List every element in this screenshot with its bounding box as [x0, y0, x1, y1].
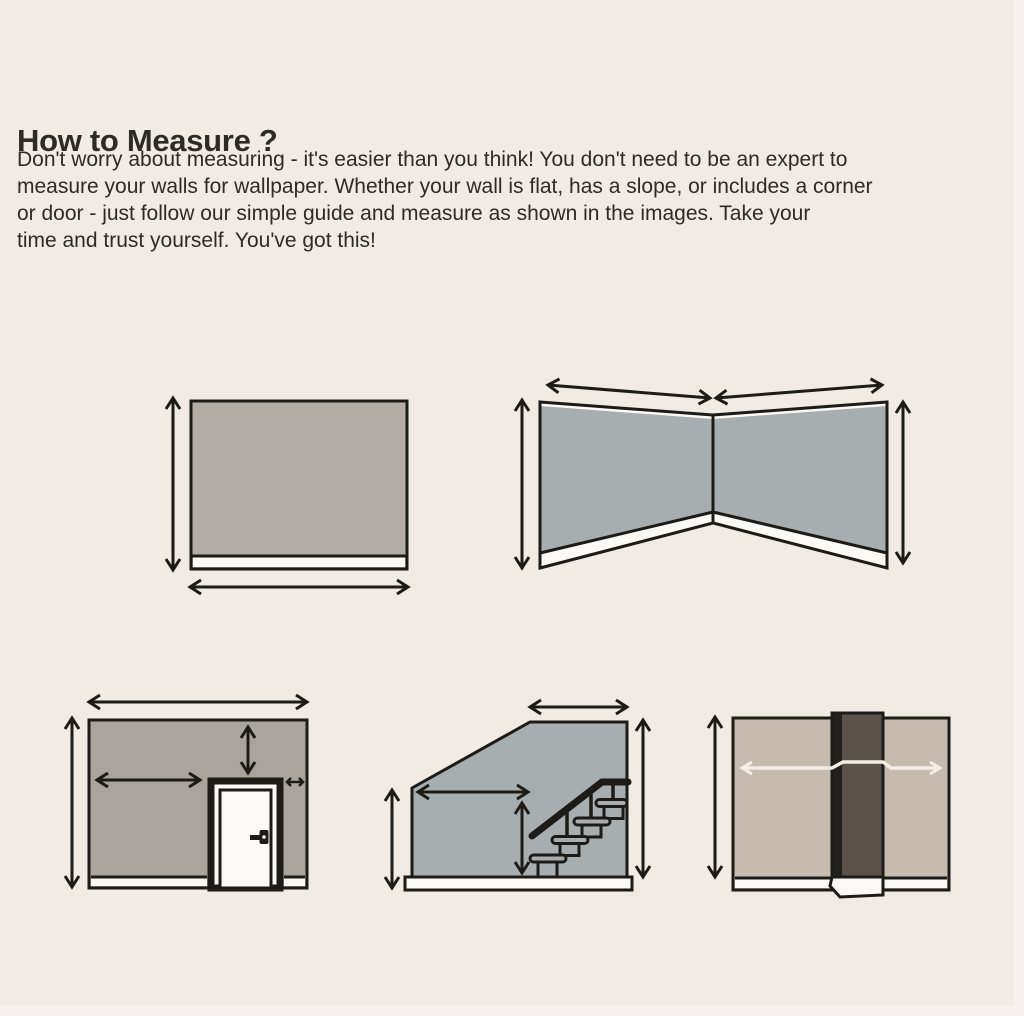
baseboard	[405, 877, 632, 890]
diagram-sloped-wall-with-stairs	[380, 695, 660, 910]
page-title: How to Measure ?	[17, 122, 278, 158]
left-wall	[540, 402, 713, 568]
right-width-arrow	[716, 385, 882, 398]
intro-line: measure your walls for wallpaper. Whether your wall is flat, has a slope, or includes a corner	[17, 175, 873, 198]
diagram-wall-with-column	[700, 700, 960, 910]
baseboard	[193, 557, 405, 567]
diagram-flat-wall	[150, 380, 430, 600]
intro-line: time and trust yourself. You've got this!	[17, 229, 376, 252]
diagram-corner-wall	[505, 370, 915, 585]
flat-wall	[191, 401, 407, 569]
diagram-wall-with-door	[60, 690, 320, 900]
left-width-arrow	[548, 385, 710, 398]
door	[211, 781, 280, 888]
right-wall	[713, 402, 887, 568]
intro-line: Don't worry about measuring - it's easier than you think! You don't need to be an expert to	[17, 148, 848, 171]
intro-paragraph	[17, 146, 873, 254]
page-edge-bottom	[0, 1006, 1024, 1016]
intro-line: or door - just follow our simple guide and measure as shown in the images. Take your	[17, 202, 811, 225]
page-edge-right	[1014, 0, 1024, 1016]
column	[830, 713, 883, 897]
